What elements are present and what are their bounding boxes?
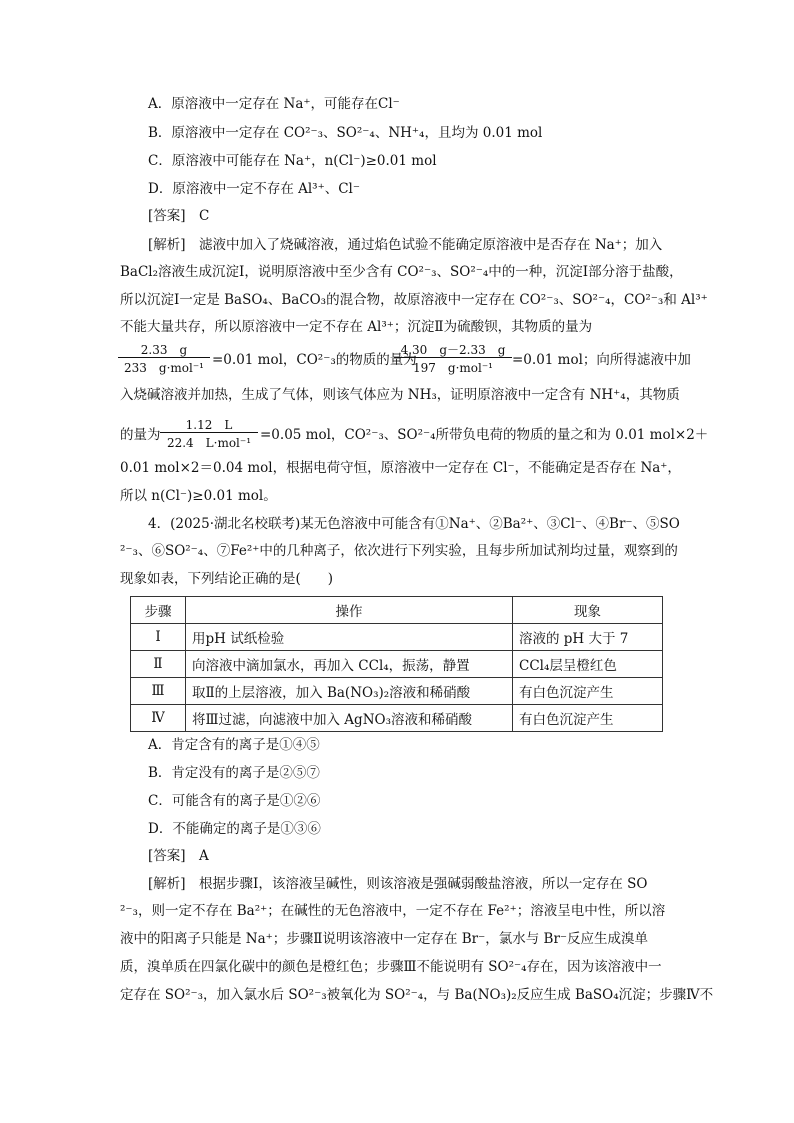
option-c: C．可能含有的离子是①②⑥ bbox=[148, 793, 321, 809]
question-stem: 4．(2025·湖北名校联考)某无色溶液中可能含有①Na⁺、②Ba²⁺、③Cl⁻、④Br⁻、⑤SO bbox=[148, 516, 680, 532]
fraction-numerator: 1.12 L bbox=[185, 418, 233, 432]
fraction-nh3 bbox=[160, 416, 258, 452]
analysis-line: 所以沉淀Ⅰ一定是 BaSO₄、BaCO₃的混合物，故原溶液中一定存在 CO²⁻₃、SO²⁻₄，CO²⁻₃和 Al³⁺ bbox=[120, 292, 708, 308]
analysis-line: BaCl₂溶液生成沉淀Ⅰ，说明原溶液中至少含有 CO²⁻₃、SO²⁻₄中的一种，沉淀Ⅰ部分溶于盐酸， bbox=[120, 264, 683, 280]
option-d: D．不能确定的离子是①③⑥ bbox=[148, 821, 321, 837]
table-header-row bbox=[131, 597, 663, 624]
fraction-denominator: 197 g·mol⁻¹ bbox=[413, 361, 493, 375]
analysis-line: ²⁻₃，则一定不存在 Ba²⁺；在碱性的无色溶液中，一定不存在 Fe²⁺；溶液呈电中性，所以溶 bbox=[120, 903, 666, 919]
question-stem: 现象如表，下列结论正确的是( ) bbox=[120, 571, 334, 587]
analysis-line: 质，溴单质在四氯化碳中的颜色是橙红色；步骤Ⅲ不能说明有 SO²⁻₄存在，因为该溶液中一 bbox=[120, 959, 662, 975]
question-stem: ²⁻₃、⑥SO²⁻₄、⑦Fe²⁺中的几种离子，依次进行下列实验，且每步所加试剂均过量，观察到的 bbox=[120, 543, 678, 559]
option-a: A．原溶液中一定存在 Na⁺，可能存在Cl⁻ bbox=[148, 96, 400, 112]
fraction-baso4 bbox=[118, 341, 210, 377]
fraction-baco3 bbox=[394, 341, 512, 377]
table-row bbox=[131, 705, 663, 732]
fraction-denominator: 22.4 L·mol⁻¹ bbox=[166, 436, 252, 450]
fraction-bar bbox=[118, 357, 210, 358]
option-a: A．肯定含有的离子是①④⑤ bbox=[148, 737, 320, 753]
fraction-numerator: 4.30 g－2.33 g bbox=[400, 343, 506, 357]
table-cell-operation: 取Ⅱ的上层溶液，加入 Ba(NO₃)₂溶液和稀硝酸 bbox=[186, 678, 513, 705]
analysis-line: 定存在 SO²⁻₃，加入氯水后 SO²⁻₃被氧化为 SO²⁻₄，与 Ba(NO₃)₂反应生成 BaSO₄沉淀；步骤Ⅳ不 bbox=[120, 987, 714, 1003]
analysis-line: 不能大量共存，所以原溶液中一定不存在 Al³⁺；沉淀Ⅱ为硫酸钡，其物质的量为 bbox=[120, 319, 593, 335]
table-row bbox=[131, 678, 663, 705]
table-cell-phenomenon: 有白色沉淀产生 bbox=[513, 705, 663, 732]
table-cell-step: Ⅲ bbox=[131, 678, 186, 705]
table-cell-phenomenon: 溶液的 pH 大于 7 bbox=[513, 624, 663, 651]
fraction-bar bbox=[160, 432, 258, 433]
table-cell-step: Ⅰ bbox=[131, 624, 186, 651]
header-step: 步骤 bbox=[131, 597, 186, 624]
table-cell-step: Ⅱ bbox=[131, 651, 186, 678]
fraction-denominator: 233 g·mol⁻¹ bbox=[124, 361, 204, 375]
option-c: C．原溶液中可能存在 Na⁺，n(Cl⁻)≥0.01 mol bbox=[148, 153, 437, 169]
analysis-line: 入烧碱溶液并加热，生成了气体，则该气体应为 NH₃，证明原溶液中一定含有 NH⁺₄，其物质 bbox=[120, 387, 680, 403]
fraction-bar bbox=[394, 357, 512, 358]
option-d: D．原溶液中一定不存在 Al³⁺、Cl⁻ bbox=[148, 181, 360, 197]
table-cell-operation: 向溶液中滴加氯水，再加入 CCl₄，振荡，静置 bbox=[186, 651, 513, 678]
analysis-line: 0.01 mol×2＝0.04 mol，根据电荷守恒，原溶液中一定存在 Cl⁻，不能确定是否存在 Na⁺， bbox=[120, 460, 681, 476]
header-phenomenon: 现象 bbox=[513, 597, 663, 624]
table-cell-phenomenon: 有白色沉淀产生 bbox=[513, 678, 663, 705]
table-cell-operation: 将Ⅲ过滤，向滤液中加入 AgNO₃溶液和稀硝酸 bbox=[186, 705, 513, 732]
option-b: B．原溶液中一定存在 CO²⁻₃、SO²⁻₄、NH⁺₄，且均为 0.01 mol bbox=[148, 125, 543, 141]
option-b: B．肯定没有的离子是②⑤⑦ bbox=[148, 765, 320, 781]
fraction-numerator: 2.33 g bbox=[140, 343, 188, 357]
table-cell-step: Ⅳ bbox=[131, 705, 186, 732]
experiment-table bbox=[130, 596, 663, 732]
table-cell-operation: 用pH 试纸检验 bbox=[186, 624, 513, 651]
table-row bbox=[131, 651, 663, 678]
equation-text: =0.05 mol，CO²⁻₃、SO²⁻₄所带负电荷的物质的量之和为 0.01 mol×2＋ bbox=[260, 427, 709, 443]
analysis-line: 所以 n(Cl⁻)≥0.01 mol。 bbox=[120, 488, 277, 504]
table-row bbox=[131, 624, 663, 651]
analysis-line: [解析] 根据步骤Ⅰ，该溶液呈碱性，则该溶液是强碱弱酸盐溶液，所以一定存在 SO bbox=[148, 876, 648, 892]
header-operation: 操作 bbox=[186, 597, 513, 624]
analysis-line: 液中的阳离子只能是 Na⁺；步骤Ⅱ说明该溶液中一定存在 Br⁻，氯水与 Br⁻反应生成溴单 bbox=[120, 931, 649, 947]
analysis-line: [解析] 滤液中加入了烧碱溶液，通过焰色试验不能确定原溶液中是否存在 Na⁺；加入 bbox=[148, 237, 663, 253]
answer-label: [答案] A bbox=[148, 848, 209, 864]
table-cell-phenomenon: CCl₄层呈橙红色 bbox=[513, 651, 663, 678]
equation-text: =0.01 mol，CO²⁻₃的物质的量为 bbox=[212, 352, 417, 368]
equation-text: =0.01 mol；向所得滤液中加 bbox=[512, 352, 691, 368]
answer-label: [答案] C bbox=[148, 208, 210, 224]
equation-text: 的量为 bbox=[120, 427, 161, 443]
